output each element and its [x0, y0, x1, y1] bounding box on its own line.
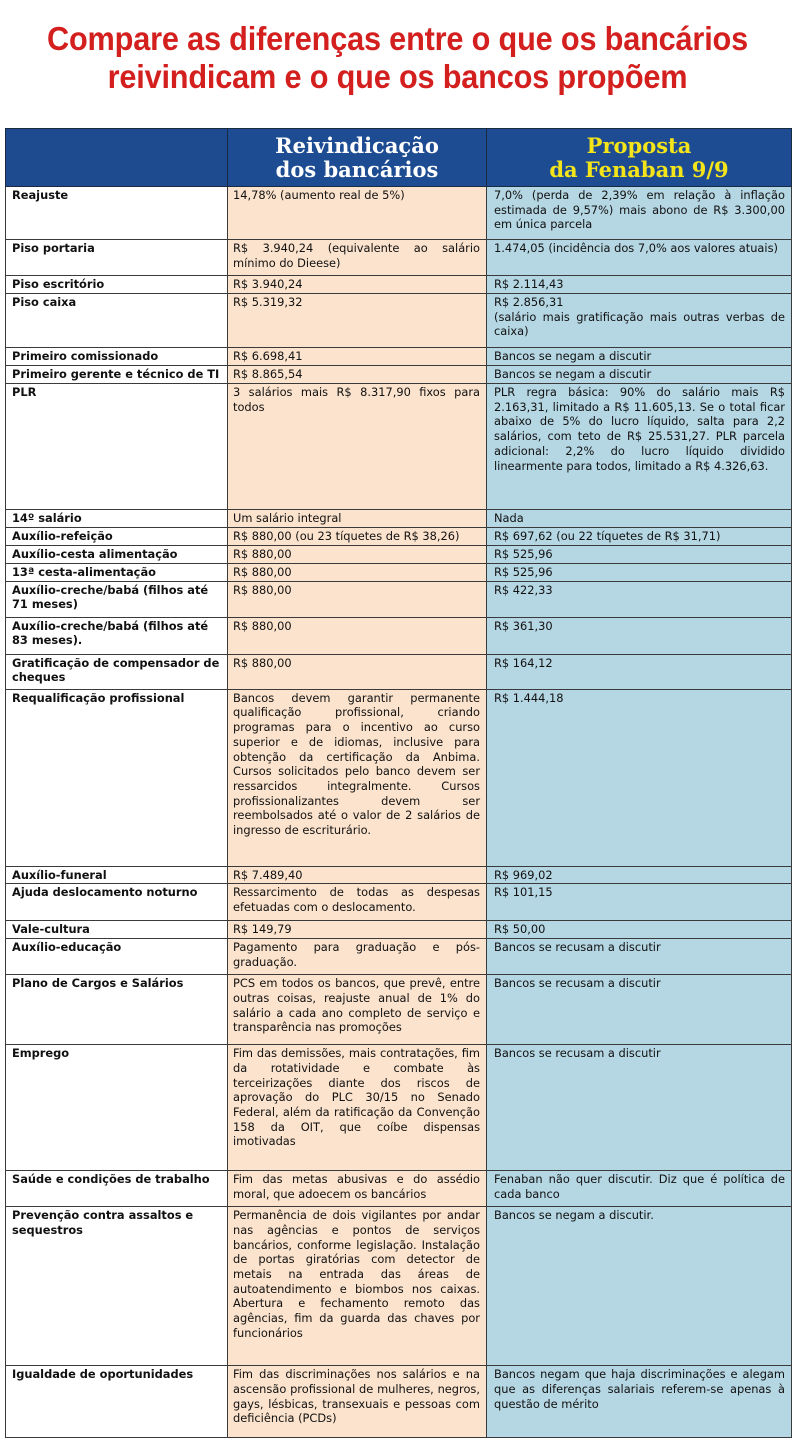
table-row: [6, 654, 792, 689]
row-item: Reajuste: [6, 187, 228, 240]
table-row: [6, 1366, 792, 1438]
row-item: PLR: [6, 384, 228, 510]
table-row: [6, 939, 792, 975]
row-proposta: R$ 2.114,43: [487, 276, 792, 294]
row-proposta: PLR regra básica: 90% do salário mais R$ 2.163,31, limitado a R$ 11.605,13. Se o total ficar abaixo de 5% do lucro líquido, salta para 2,2 salários, com teto de R$ 25.531,27. PLR parcela adicional: 2,2% do lucro líquido dividido linearmente para todos, limitado a R$ 4.326,63.: [487, 384, 792, 510]
row-item: Vale-cultura: [6, 921, 228, 939]
row-item: Ajuda deslocamento noturno: [6, 884, 228, 921]
row-reivindicacao: R$ 880,00: [228, 617, 487, 654]
header-proposta-line-2: da Fenaban 9/9: [549, 156, 729, 182]
header-item: [6, 129, 228, 187]
row-item: Auxílio-creche/babá (filhos até 83 meses).: [6, 617, 228, 654]
row-item: Requalificação profissional: [6, 689, 228, 866]
row-reivindicacao: Fim das demissões, mais contratações, fim da rotatividade e combate às terceirizações diante dos riscos de aprovação do PLC 30/15 no Senado Federal, além da ratificação da Convenção 158 da OIT, que coíbe dispensas imotivadas: [228, 1045, 487, 1171]
row-item: 14º salário: [6, 510, 228, 528]
row-item: 13ª cesta-alimentação: [6, 563, 228, 581]
table-row: [6, 921, 792, 939]
row-reivindicacao: Permanência de dois vigilantes por andar nas agências e pontos de serviços bancários, conforme legislação. Instalação de portas giratórias com detector de metais na entrada das áreas de autoatendimento e biombos nos caixas. Abertura e fechamento remoto das agências, fim da guarda das chaves por funcionários: [228, 1207, 487, 1366]
header-reivindicacao: [228, 129, 487, 187]
row-item: Auxílio-cesta alimentação: [6, 545, 228, 563]
row-proposta: R$ 1.444,18: [487, 689, 792, 866]
row-reivindicacao: 14,78% (aumento real de 5%): [228, 187, 487, 240]
row-reivindicacao: 3 salários mais R$ 8.317,90 fixos para todos: [228, 384, 487, 510]
row-proposta: Bancos se recusam a discutir: [487, 975, 792, 1045]
row-proposta: Bancos se negam a discutir: [487, 348, 792, 366]
table-body: [6, 187, 792, 1438]
header-reivindicacao-line-2: dos bancários: [275, 156, 439, 182]
row-reivindicacao: R$ 8.865,54: [228, 366, 487, 384]
page-title-line-1: Compare as diferenças entre o que os bancários: [47, 20, 748, 57]
page-title-line-2: reivindicam e o que os bancos propõem: [107, 58, 688, 95]
row-item: Piso portaria: [6, 240, 228, 276]
row-item: Piso caixa: [6, 294, 228, 348]
table-row: [6, 1171, 792, 1207]
row-item: Auxílio-refeição: [6, 527, 228, 545]
table-row: [6, 276, 792, 294]
row-item: Auxílio-funeral: [6, 866, 228, 884]
table-row: [6, 527, 792, 545]
table-row: [6, 563, 792, 581]
row-item: Auxílio-educação: [6, 939, 228, 975]
row-reivindicacao: R$ 6.698,41: [228, 348, 487, 366]
row-proposta: R$ 164,12: [487, 654, 792, 689]
row-proposta: R$ 101,15: [487, 884, 792, 921]
row-reivindicacao: R$ 3.940,24: [228, 276, 487, 294]
row-item: Primeiro gerente e técnico de TI: [6, 366, 228, 384]
table-row: [6, 1207, 792, 1366]
row-proposta: R$ 361,30: [487, 617, 792, 654]
row-proposta: R$ 969,02: [487, 866, 792, 884]
row-reivindicacao: Um salário integral: [228, 510, 487, 528]
row-reivindicacao: R$ 3.940,24 (equivalente ao salário mínimo do Dieese): [228, 240, 487, 276]
table-row: [6, 348, 792, 366]
row-reivindicacao: R$ 880,00: [228, 545, 487, 563]
table-row: [6, 384, 792, 510]
row-item: Auxílio-creche/babá (filhos até 71 meses): [6, 581, 228, 617]
row-reivindicacao: Pagamento para graduação e pós-graduação.: [228, 939, 487, 975]
row-proposta: Bancos se recusam a discutir: [487, 939, 792, 975]
row-reivindicacao: R$ 880,00: [228, 581, 487, 617]
row-item: Emprego: [6, 1045, 228, 1171]
row-item: Piso escritório: [6, 276, 228, 294]
table-row: [6, 617, 792, 654]
row-proposta: 1.474,05 (incidência dos 7,0% aos valores atuais): [487, 240, 792, 276]
row-proposta: R$ 697,62 (ou 22 tíquetes de R$ 31,71): [487, 527, 792, 545]
comparison-table-container: [5, 128, 791, 1438]
header-reivindicacao-line-1: Reivindicação: [275, 132, 439, 158]
table-row: [6, 581, 792, 617]
row-proposta: R$ 422,33: [487, 581, 792, 617]
header-proposta-line-1: Proposta: [586, 132, 692, 158]
table-header-row: [6, 129, 792, 187]
row-reivindicacao: R$ 149,79: [228, 921, 487, 939]
row-proposta: R$ 525,96: [487, 545, 792, 563]
table-row: [6, 884, 792, 921]
row-reivindicacao: Fim das metas abusivas e do assédio moral, que adoecem os bancários: [228, 1171, 487, 1207]
page-title: [28, 0, 767, 108]
table-row: [6, 240, 792, 276]
header-proposta: [487, 129, 792, 187]
row-item: Primeiro comissionado: [6, 348, 228, 366]
row-reivindicacao: PCS em todos os bancos, que prevê, entre outras coisas, reajuste anual de 1% do salário a cada ano completo de serviço e transparência nas promoções: [228, 975, 487, 1045]
comparison-table: [5, 128, 792, 1438]
row-proposta: Bancos se negam a discutir: [487, 366, 792, 384]
table-row: [6, 975, 792, 1045]
row-proposta: 7,0% (perda de 2,39% em relação à inflação estimada de 9,57%) mais abono de R$ 3.300,00 em única parcela: [487, 187, 792, 240]
row-item: Prevenção contra assaltos e sequestros: [6, 1207, 228, 1366]
row-reivindicacao: Bancos devem garantir permanente qualificação profissional, criando programas para o incentivo ao curso superior e de idiomas, inclusive para obtenção da certificação da Anbima. Cursos solicitados pelo banco devem ser ressarcidos integralmente. Cursos profissionalizantes devem ser reembolsados até o valor de 2 salários de ingresso de escriturário.: [228, 689, 487, 866]
row-reivindicacao: R$ 7.489,40: [228, 866, 487, 884]
row-proposta: R$ 2.856,31 (salário mais gratificação mais outras verbas de caixa): [487, 294, 792, 348]
table-row: [6, 689, 792, 866]
row-item: Gratificação de compensador de cheques: [6, 654, 228, 689]
table-row: [6, 187, 792, 240]
row-proposta: Bancos se negam a discutir.: [487, 1207, 792, 1366]
row-proposta: Fenaban não quer discutir. Diz que é política de cada banco: [487, 1171, 792, 1207]
row-reivindicacao: R$ 880,00: [228, 654, 487, 689]
row-proposta: R$ 50,00: [487, 921, 792, 939]
table-row: [6, 545, 792, 563]
row-item: Saúde e condições de trabalho: [6, 1171, 228, 1207]
row-item: Igualdade de oportunidades: [6, 1366, 228, 1438]
row-item: Plano de Cargos e Salários: [6, 975, 228, 1045]
table-row: [6, 510, 792, 528]
row-reivindicacao: Fim das discriminações nos salários e na ascensão profissional de mulheres, negros, gays, lésbicas, transexuais e pessoas com deficiência (PCDs): [228, 1366, 487, 1438]
table-row: [6, 1045, 792, 1171]
row-proposta: R$ 525,96: [487, 563, 792, 581]
table-row: [6, 366, 792, 384]
row-reivindicacao: R$ 880,00: [228, 563, 487, 581]
row-proposta: Bancos se recusam a discutir: [487, 1045, 792, 1171]
row-proposta: Nada: [487, 510, 792, 528]
table-row: [6, 866, 792, 884]
row-reivindicacao: R$ 5.319,32: [228, 294, 487, 348]
row-reivindicacao: Ressarcimento de todas as despesas efetuadas com o deslocamento.: [228, 884, 487, 921]
row-proposta: Bancos negam que haja discriminações e alegam que as diferenças salariais referem-se apenas à questão de mérito: [487, 1366, 792, 1438]
row-reivindicacao: R$ 880,00 (ou 23 tíquetes de R$ 38,26): [228, 527, 487, 545]
table-row: [6, 294, 792, 348]
